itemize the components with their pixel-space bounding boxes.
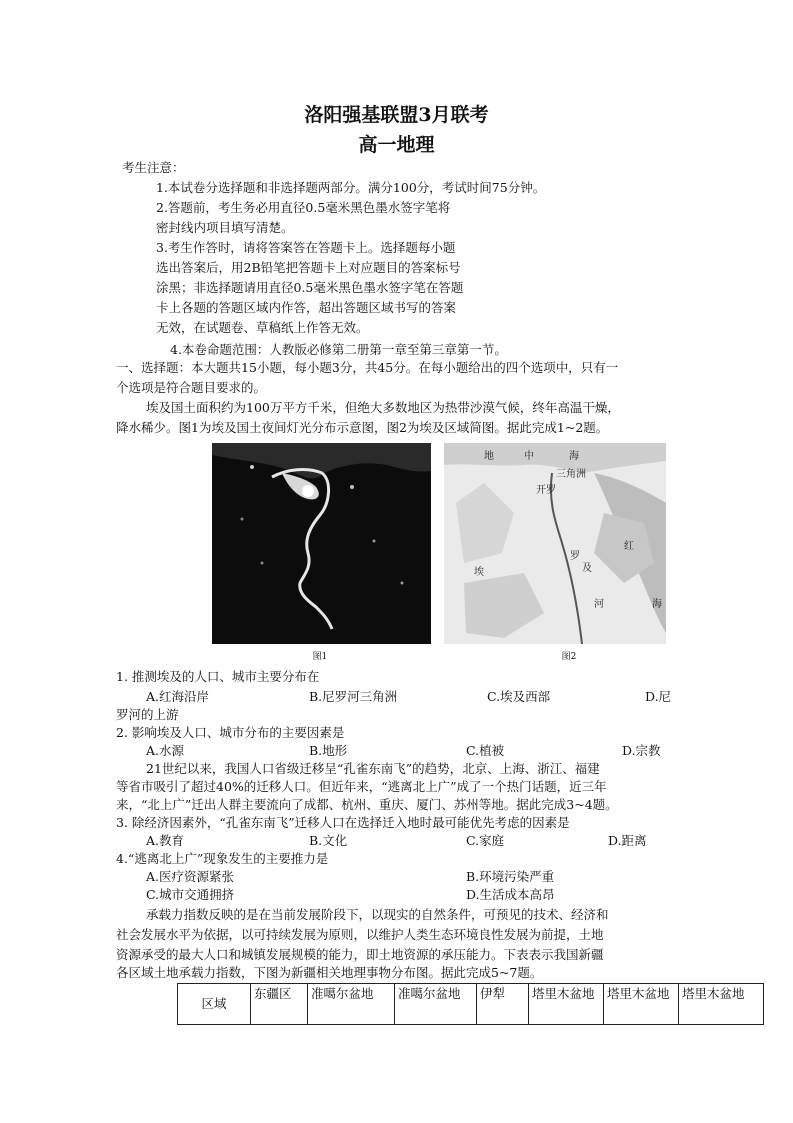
map-label: 及 [582, 563, 592, 574]
q4-option-b[interactable]: B.环境污染严重 [466, 869, 555, 884]
notice-line: 涂黑；非选择题请用直径0.5毫米黑色墨水签字笔在答题 [156, 280, 464, 295]
q3-option-a[interactable]: A.教育 [146, 833, 185, 848]
table-header-cell: 区域 [178, 984, 251, 1025]
q2-option-d[interactable]: D.宗教 [622, 743, 661, 758]
section-intro: 个选项是符合题目要求的。 [116, 380, 267, 395]
figure1-caption: 图1 [312, 652, 328, 662]
map-label: 红 [624, 541, 634, 552]
question-3-stem: 3. 除经济因素外，“孔雀东南飞”迁移人口在选择迁入地时最可能优先考虑的因素是 [116, 815, 570, 830]
passage-text: 21世纪以来，我国人口省级迁移呈“孔雀东南飞”的趋势，北京、上海、浙江、福建 [146, 761, 600, 776]
exam-title: 洛阳强基联盟3月联考 [304, 104, 489, 126]
q4-option-c[interactable]: C.城市交通拥挤 [146, 887, 235, 902]
passage-text: 来，“北上广”迁出人群主要流向了成都、杭州、重庆、厦门、苏州等地。据此完成3~4题。 [116, 797, 618, 812]
q4-option-d[interactable]: D.生活成本高昂 [466, 887, 555, 902]
q1-option-c[interactable]: C.埃及西部 [487, 689, 551, 704]
map-label: 海 [569, 451, 579, 462]
notice-line: 密封线内项目填写清楚。 [156, 220, 294, 235]
map-label: 埃 [474, 567, 484, 578]
table-cell: 东疆区 [251, 984, 308, 1025]
notice-line: 无效，在试题卷、草稿纸上作答无效。 [156, 320, 369, 335]
q1-option-b[interactable]: B.尼罗河三角洲 [309, 689, 398, 704]
egypt-map-figure [444, 443, 666, 644]
notice-line: 2.答题前，考生务必用直径0.5毫米黑色墨水签字笔将 [156, 200, 451, 215]
figure2-caption: 图2 [561, 652, 577, 662]
question-1-stem: 1. 推测埃及的人口、城市主要分布在 [116, 669, 320, 684]
passage-text: 埃及国土面积约为100万平方千米，但绝大多数地区为热带沙漠气候，终年高温干燥， [146, 400, 620, 415]
map-label: 罗 [570, 551, 580, 562]
table-cell: 塔里木盆地 [529, 984, 604, 1025]
table-cell: 准噶尔盆地 [395, 984, 477, 1025]
q1-option-a[interactable]: A.红海沿岸 [146, 689, 210, 704]
notice-heading: 考生注意： [122, 160, 185, 175]
passage-text: 承载力指数反映的是在当前发展阶段下，以现实的自然条件，可预见的技术、经济和 [146, 907, 609, 922]
question-4-stem: 4.“逃离北上广”现象发生的主要推力是 [116, 851, 329, 866]
map-label: 海 [652, 599, 662, 610]
q1-option-d-cont: 罗河的上游 [116, 707, 179, 722]
table-row [178, 984, 764, 1025]
map-label: 中 [524, 451, 534, 462]
q3-option-d[interactable]: D.距离 [608, 833, 647, 848]
night-lights-image [212, 443, 431, 644]
q2-option-b[interactable]: B.地形 [309, 743, 348, 758]
notice-line: 1.本试卷分选择题和非选择题两部分。满分100分，考试时间75分钟。 [156, 180, 546, 195]
passage-text: 资源承受的最大人口和城镇发展规模的能力，即土地资源的承压能力。下表表示我国新疆 [116, 947, 604, 962]
question-2-stem: 2. 影响埃及人口、城市分布的主要因素是 [116, 725, 345, 740]
table-cell: 塔里木盆地 [679, 984, 764, 1025]
exam-subject: 高一地理 [358, 134, 435, 156]
table-cell: 塔里木盆地 [604, 984, 679, 1025]
carrying-capacity-table [177, 983, 764, 1025]
passage-text: 社会发展水平为依据，以可持续发展为原则，以维护人类生态环境良性发展为前提，土地 [116, 927, 604, 942]
q3-option-b[interactable]: B.文化 [309, 833, 348, 848]
q1-option-d[interactable]: D.尼 [645, 689, 672, 704]
passage-text: 等省市吸引了超过40%的迁移人口。但近年来，“逃离北上广”成了一个热门话题，近三年 [116, 779, 607, 794]
passage-text: 降水稀少。图1为埃及国土夜间灯光分布示意图，图2为埃及区域简图。据此完成1~2题。 [116, 420, 609, 435]
notice-line: 卡上各题的答题区域内作答，超出答题区域书写的答案 [156, 300, 457, 315]
night-lights-figure [212, 443, 431, 644]
notice-line: 4.本卷命题范围：人教版必修第二册第一章至第三章第一节。 [170, 342, 507, 357]
q4-option-a[interactable]: A.医疗资源紧张 [146, 869, 235, 884]
notice-line: 选出答案后，用2B铅笔把答题卡上对应题目的答案标号 [156, 260, 461, 275]
map-label: 地 [484, 451, 494, 462]
table-cell: 伊犁 [477, 984, 529, 1025]
map-label: 河 [594, 599, 604, 610]
table-cell: 准噶尔盆地 [308, 984, 395, 1025]
section-intro: 一、选择题：本大题共15小题，每小题3分，共45分。在每小题给出的四个选项中，只有一 [116, 360, 619, 375]
map-label: 开罗 [536, 485, 556, 496]
q2-option-c[interactable]: C.植被 [466, 743, 505, 758]
map-label: 三角洲 [556, 469, 586, 480]
q2-option-a[interactable]: A.水源 [146, 743, 185, 758]
passage-text: 各区域土地承载力指数，下图为新疆相关地理事物分布图。据此完成5~7题。 [116, 965, 543, 980]
q3-option-c[interactable]: C.家庭 [466, 833, 505, 848]
notice-line: 3.考生作答时，请将答案答在答题卡上。选择题每小题 [156, 240, 456, 255]
